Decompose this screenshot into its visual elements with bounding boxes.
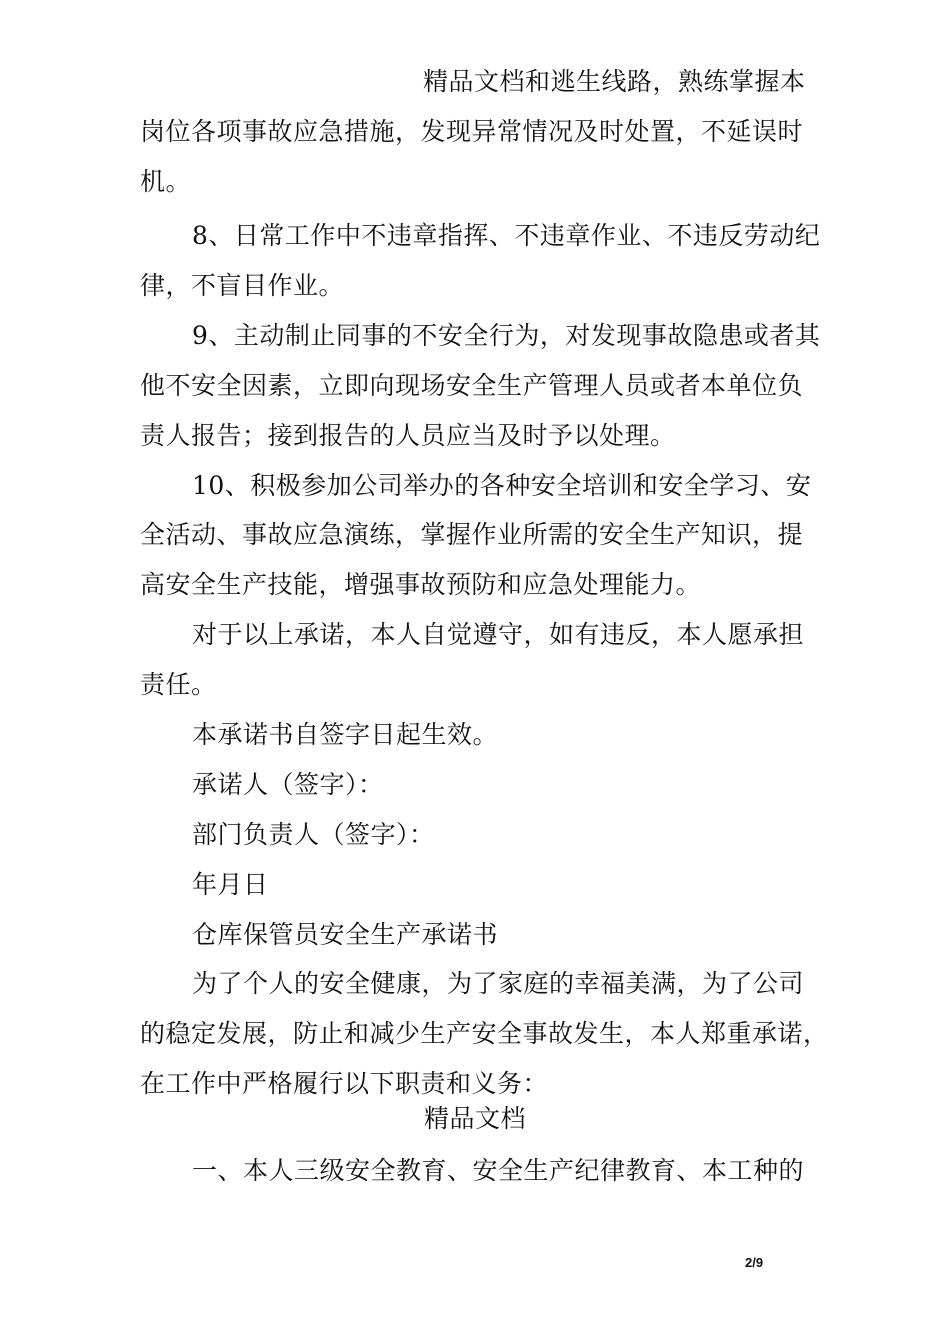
text-line: 为了个人的安全健康，为了家庭的幸福美满，为了公司 <box>192 969 805 998</box>
section-title: 仓库保管员安全生产承诺书 <box>192 920 499 949</box>
text-line: 在工作中严格履行以下职责和义务： <box>140 1069 549 1098</box>
text-line: 机。 <box>140 167 192 196</box>
text-line: 责人报告；接到报告的人员应当及时予以处理。 <box>140 421 676 450</box>
text-line: 律，不盲目作业。 <box>140 271 345 300</box>
document-watermark-line: 精品文档 <box>423 1104 526 1133</box>
text-line: 高安全生产技能，增强事故预防和应急处理能力。 <box>140 570 702 599</box>
text-line: 对于以上承诺，本人自觉遵守，如有违反，本人愿承担 <box>192 620 805 649</box>
text-line: 一、本人三级安全教育、安全生产纪律教育、本工种的 <box>192 1156 805 1185</box>
text-line: 他不安全因素，立即向现场安全生产管理人员或者本单位负 <box>140 371 804 400</box>
text-line: 岗位各项事故应急措施，发现异常情况及时处置，不延误时 <box>140 117 804 146</box>
document-header-line: 精品文档和逃生线路，熟练掌握本 <box>423 67 806 96</box>
text-line: 9、主动制止同事的不安全行为，对发现事故隐患或者其 <box>192 321 821 350</box>
text-line: 责任。 <box>140 670 217 699</box>
page-number: 2/9 <box>745 1255 764 1270</box>
date-line: 年月日 <box>192 870 269 899</box>
text-line: 全活动、事故应急演练，掌握作业所需的安全生产知识，提 <box>140 520 804 549</box>
text-line: 8、日常工作中不违章指挥、不违章作业、不违反劳动纪 <box>192 221 821 250</box>
signature-line: 承诺人（签字）： <box>192 770 384 799</box>
text-line: 10、积极参加公司举办的各种安全培训和安全学习、安 <box>192 471 812 500</box>
text-line: 的稳定发展，防止和减少生产安全事故发生，本人郑重承诺， <box>140 1019 829 1048</box>
signature-line: 部门负责人（签字）： <box>192 820 435 849</box>
text-line: 本承诺书自签字日起生效。 <box>192 720 499 749</box>
